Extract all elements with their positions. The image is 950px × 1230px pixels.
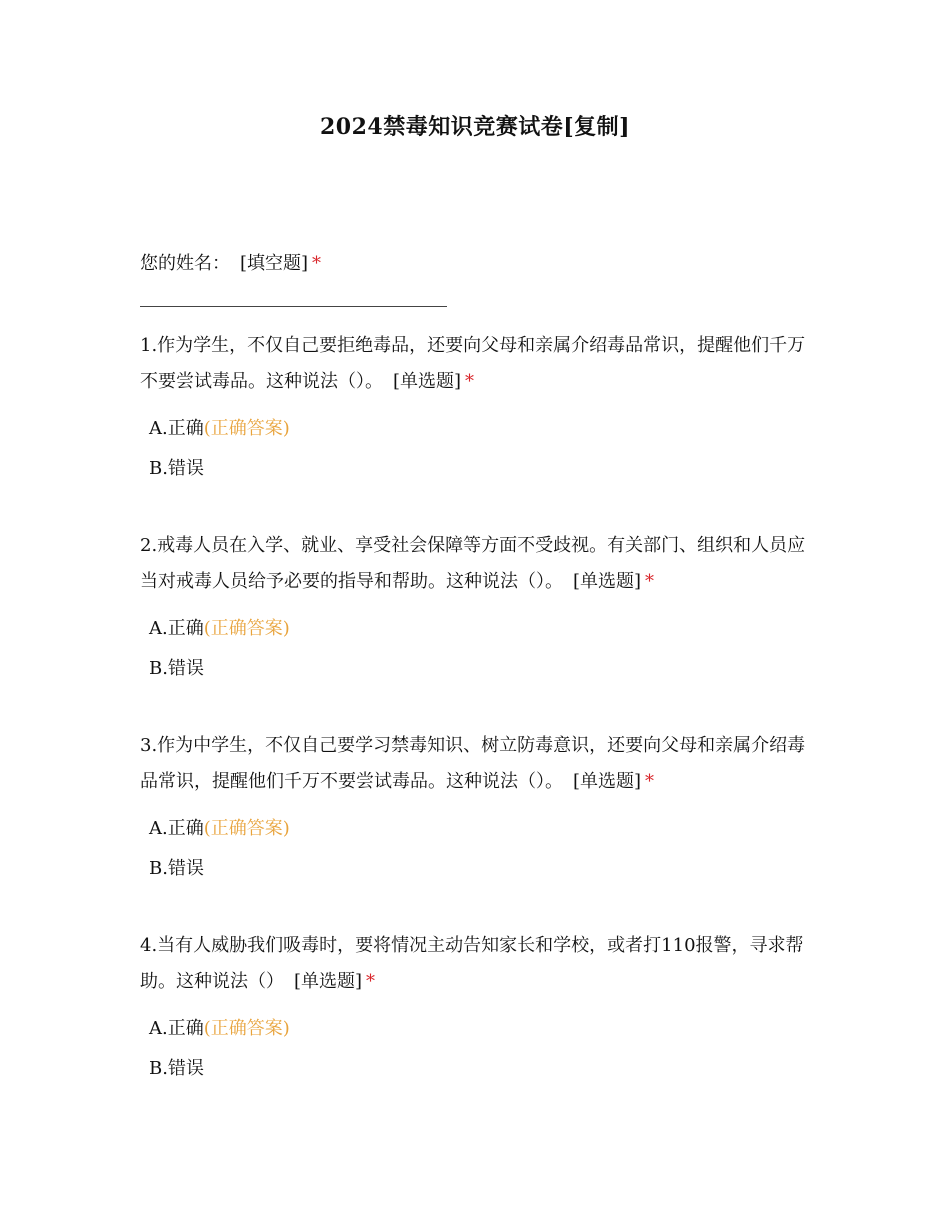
option-label: A.正确 (149, 418, 204, 439)
required-mark: * (366, 971, 376, 992)
question-type: [单选题] (573, 771, 642, 792)
option-label: B.错误 (149, 658, 204, 679)
option-label: B.错误 (149, 858, 204, 879)
option-b[interactable] (149, 857, 204, 881)
correct-answer-note: (正确答案) (203, 1018, 290, 1039)
option-a[interactable] (149, 817, 290, 841)
question-text: 2.戒毒人员在入学、就业、享受社会保障等方面不受歧视。有关部门、组织和人员应当对戒毒人员给予必要的指导和帮助。这种说法（）。 (140, 535, 806, 592)
question-text: 您的姓名： (140, 253, 230, 274)
option-b[interactable] (149, 457, 204, 481)
question-2 (140, 528, 810, 600)
correct-answer-note: (正确答案) (203, 818, 290, 839)
question-type: [单选题] (393, 371, 462, 392)
option-label: B.错误 (149, 458, 204, 479)
question-3 (140, 728, 810, 800)
question-text: 1.作为学生，不仅自己要拒绝毒品，还要向父母和亲属介绍毒品常识，提醒他们千万不要尝试毒品。这种说法（）。 (140, 335, 806, 392)
question-4 (140, 928, 810, 1000)
question-type: [单选题] (573, 571, 642, 592)
option-label: A.正确 (149, 818, 204, 839)
option-a[interactable] (149, 617, 290, 641)
question-type: [单选题] (294, 971, 363, 992)
question-type: [填空题] (240, 253, 309, 274)
required-mark: * (465, 371, 475, 392)
option-b[interactable] (149, 1057, 204, 1081)
correct-answer-note: (正确答案) (203, 418, 290, 439)
required-mark: * (645, 571, 655, 592)
question-text: 4.当有人威胁我们吸毒时，要将情况主动告知家长和学校，或者打110报警，寻求帮助。这种说法（） (140, 935, 804, 992)
name-question (140, 246, 810, 282)
question-1 (140, 328, 810, 400)
option-a[interactable] (149, 417, 290, 441)
correct-answer-note: (正确答案) (203, 618, 290, 639)
option-label: B.错误 (149, 1058, 204, 1079)
option-label: A.正确 (149, 618, 204, 639)
required-mark: * (312, 253, 322, 274)
option-b[interactable] (149, 657, 204, 681)
required-mark: * (645, 771, 655, 792)
page-title: 2024禁毒知识竞赛试卷[复制] (319, 114, 631, 140)
name-answer-line[interactable] (140, 306, 447, 307)
question-text: 3.作为中学生，不仅自己要学习禁毒知识、树立防毒意识，还要向父母和亲属介绍毒品常识，提醒他们千万不要尝试毒品。这种说法（）。 (140, 735, 806, 792)
option-label: A.正确 (149, 1018, 204, 1039)
option-a[interactable] (149, 1017, 290, 1041)
